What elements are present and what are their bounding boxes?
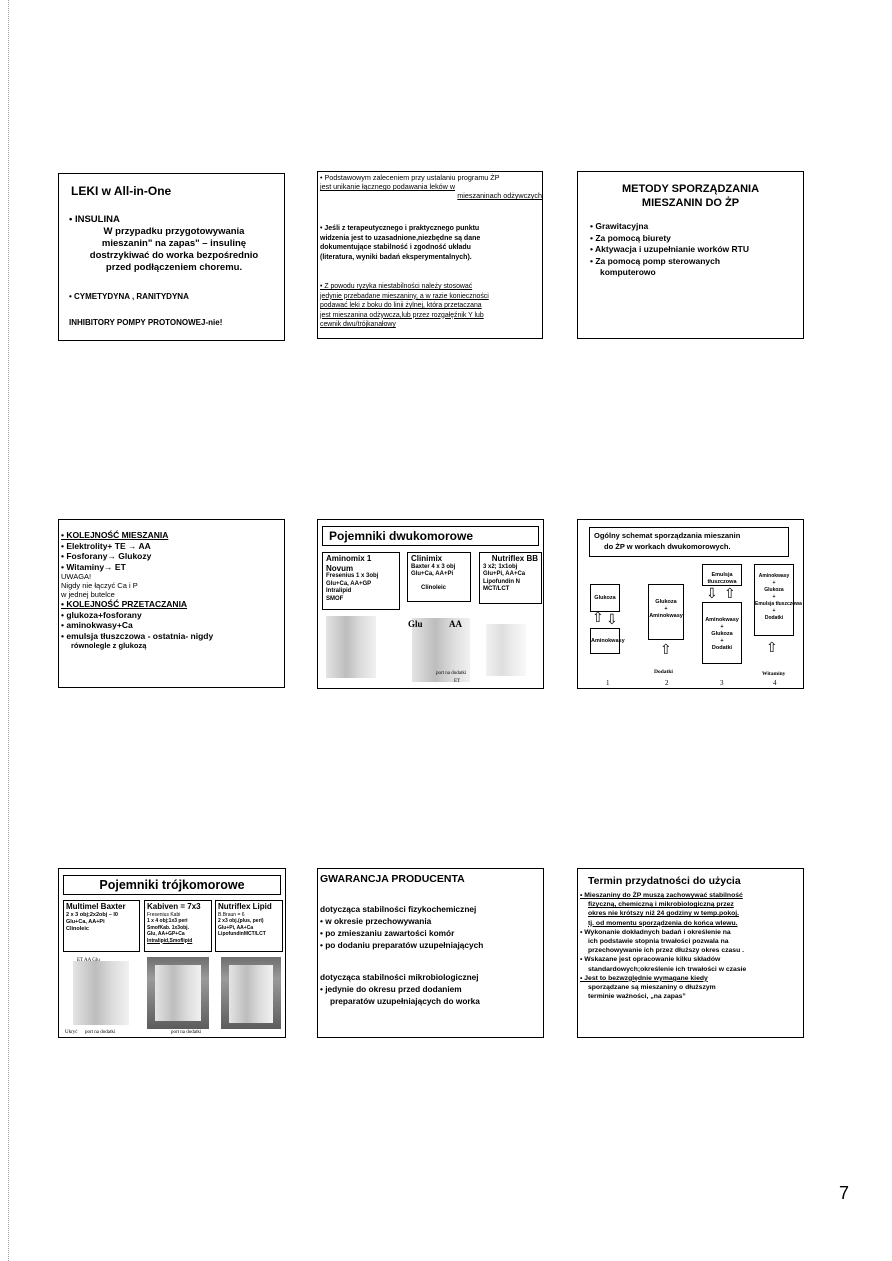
- arrow-down-icon: ⇩: [606, 611, 618, 627]
- term-line: • Wskazane jest opracowanie kilku składów: [580, 956, 721, 964]
- arrow-down-icon: ⇩: [706, 585, 718, 601]
- slide-title-box: [322, 526, 539, 546]
- emulsja-bag: Emulsja tłuszczowa: [702, 564, 742, 586]
- slide-gwarancja: [317, 868, 544, 1038]
- guarantee-item: • po dodaniu preparatów uzupełniających: [320, 940, 484, 950]
- cymetydyna-item: • CYMETYDYNA , RANITYDYNA: [69, 292, 189, 301]
- term-line: • Mieszaniny do ŻP muszą zachowywać stabilność: [580, 892, 743, 899]
- all-in-one-bag: Aminokwasy + Glukoza + Emulsja tłuszczowa + Dodatki: [754, 564, 794, 636]
- kabiven-box: Kabiven = 7x3 Fresenius Kabi 1 x 4 obj;1x3 peri SmofKab. 1x3obj. Glu, AA+GP+Ca Intralipid,Smoflipid: [144, 900, 212, 952]
- p1-line-2: jest unikanie łącznego podawania leków w: [320, 182, 456, 192]
- bag-photo: [155, 965, 201, 1021]
- slide-title-1: Ogólny schemat sporządzania mieszanin: [594, 531, 741, 540]
- term-line: standardowych;określenie ich trwałości w czasie: [588, 965, 747, 973]
- guarantee-item: • po zmieszaniu zawartości komór: [320, 928, 455, 938]
- glukoza-bag: Glukoza: [590, 584, 620, 612]
- order-item: • emulsja tłuszczowa - ostatnia- nigdy: [61, 630, 214, 641]
- method-item: • Za pomocą biurety: [590, 232, 671, 243]
- term-line: tj. od momentu sporządzenia do końca wlewu.: [588, 919, 738, 927]
- slide-leki-all-in-one: [58, 173, 285, 341]
- nutriflex-box: Nutriflex BB 3 x2; 1x1obj Glu+Pi, AA+Ca Lipofundin N MCT/LCT: [479, 552, 542, 604]
- labels-top: ET AA Glu: [77, 958, 100, 963]
- p3-line-2: jedynie przebadane mieszaniny, a w razie konieczności: [320, 292, 489, 300]
- order-item: • Elektrolity+ TE → AA: [61, 540, 151, 551]
- aminomix-box: Aminomix 1 Novum Fresenius 1 x 3obj Glu+Ca, AA+GP Intralipid SMOF: [322, 552, 400, 610]
- p2-line-4: (literatura, wyniki badań eksperymentalnych).: [320, 253, 472, 261]
- multimel-box: Multimel Baxter 2 x 3 obj;2x2obj – l0 Glu+Ca, AA+Pi Clinoleic: [63, 900, 140, 952]
- term-line: ich podstawie stopnia trwałości pozwala na: [588, 938, 729, 946]
- page-number: 7: [839, 1183, 850, 1203]
- label-et: ET: [454, 679, 461, 684]
- inhibitory-item: INHIBITORY POMPY PROTONOWEJ-nie!: [69, 318, 223, 327]
- bag-photo: [326, 616, 376, 678]
- kolejnosc-przetaczania: • KOLEJNOŚĆ PRZETACZANIA: [61, 599, 188, 609]
- order-item: • glukoza+fosforany: [61, 609, 142, 620]
- method-item: • Aktywacja i uzupełnianie worków RTU: [590, 244, 749, 254]
- term-line: przechowywanie ich przez dłuższy okres czasu .: [588, 947, 745, 955]
- bag-photo: [229, 965, 273, 1023]
- insulina-text-2: mieszanin" na zapas" – insulinę: [101, 238, 247, 249]
- column-number: 2: [665, 679, 669, 687]
- aminokwasy-bag: Aminokwasy: [590, 628, 620, 654]
- arrow-up-icon: ⇧: [724, 585, 736, 601]
- warning-text: Nigdy nie łączyć Ca i P: [61, 581, 138, 590]
- p2-line-1: • Jeśli z terapeutycznego i praktycznego punktu: [320, 225, 480, 232]
- term-line: okres nie krótszy niż 24 godziny w temp.pokoj.: [588, 910, 740, 918]
- term-line: • Wykonanie dokładnych badań i określenie na: [580, 928, 731, 936]
- warning: UWAGA!: [61, 572, 92, 581]
- dodatki-label: Dodatki: [654, 669, 673, 675]
- column-number: 1: [606, 679, 610, 687]
- slide-title: Pojemniki trójkomorowe: [99, 878, 245, 892]
- arrow-up-icon: ⇧: [660, 641, 672, 657]
- guarantee-subheading: dotycząca stabilności fizykochemicznej: [320, 904, 477, 914]
- insulina-text-1: W przypadku przygotowywania: [103, 226, 245, 237]
- order-item: • Witaminy→ ET: [61, 561, 126, 572]
- slide-title-2: MIESZANIN DO ŻP: [641, 197, 740, 209]
- label-glu: Glu: [408, 619, 423, 629]
- insulina-text-3: dostrzykiwać do worka bezpośrednio: [89, 250, 259, 261]
- glukoza-aminokwasy-bag: Glukoza + Aminokwasy: [648, 584, 684, 640]
- guarantee-subheading: dotycząca stabilności mikrobiologicznej: [320, 972, 479, 982]
- guarantee-item: • jedynie do okresu przed dodaniem: [320, 984, 462, 994]
- slide-zalecenia: [317, 171, 543, 339]
- label-port: port na dodatki: [171, 1030, 202, 1035]
- arrow-up-icon: ⇧: [766, 639, 778, 655]
- slide-title-box: [63, 875, 281, 895]
- label-aa: AA: [449, 619, 462, 629]
- warning-text: w jednej butelce: [61, 590, 115, 599]
- term-line: • Jest to bezwzględnie wymagane kiedy: [580, 974, 708, 982]
- slide-pojemniki-dwukomorowe: [317, 519, 544, 689]
- p3-line-4: jest mieszanina odżywcza,lub przez rozgałęźnik Y lub: [320, 311, 484, 319]
- slide-termin-przydatnosci: [577, 868, 804, 1038]
- order-item: • Fosforany→ Glukozy: [61, 551, 152, 561]
- column-number: 3: [720, 679, 724, 687]
- guarantee-item: preparatów uzupełniających do worka: [330, 996, 480, 1006]
- method-item: • Grawitacyjna: [590, 221, 649, 231]
- p3-line-3: podawać leki z boku do linii żylnej, która przetaczana: [320, 302, 482, 309]
- slide-title: GWARANCJA PRODUCENTA: [320, 873, 465, 885]
- arrow-up-icon: ⇧: [592, 609, 604, 625]
- insulina-text-4: przed podłączeniem choremu.: [105, 262, 243, 273]
- slide-kolejnosc: [58, 519, 285, 688]
- slide-title: Pojemniki dwukomorowe: [329, 529, 474, 543]
- witaminy-label: Witaminy: [762, 671, 786, 677]
- label-port: port na dodatki: [85, 1030, 116, 1035]
- p1-line-3: mieszaninach odżywczych: [457, 191, 542, 201]
- slide-title-box: [589, 527, 789, 557]
- clinimix-box: Clinimix Baxter 4 x 3 obj Glu+Ca, AA+Pi Clinoleic: [407, 552, 471, 602]
- insulina-heading: • INSULINA: [69, 214, 120, 225]
- slide-schemat: [577, 519, 804, 689]
- p3-line-5: cewnik dwu/trójkanałowy: [320, 321, 396, 328]
- term-line: terminie ważności, „na zapas”: [588, 993, 686, 1001]
- bag-photo: [486, 624, 526, 676]
- slide-pojemniki-trojkomorowe: [58, 868, 286, 1038]
- slide-title: LEKI w All-in-One: [71, 184, 172, 198]
- order-item: • aminokwasy+Ca: [61, 620, 133, 630]
- mixed-bag: Aminokwasy + Glukoza + Dodatki: [702, 602, 742, 664]
- slide-title-1: METODY SPORZĄDZANIA: [621, 183, 760, 195]
- nutriflex-lipid-box: Nutriflex Lipid B.Braun = 6 2 x3 obj.(plus, peri) Glu+Pi, AA+Ca LipofundinMCT/LCT: [215, 900, 283, 952]
- label-ukryc: Ukryć: [65, 1030, 78, 1035]
- order-item: równolegle z glukozą: [71, 641, 147, 650]
- term-line: sporządzane są mieszaniny o dłuższym: [588, 984, 716, 992]
- guarantee-item: • w okresie przechowywania: [320, 916, 432, 926]
- method-item: komputerowo: [600, 267, 656, 277]
- column-number: 4: [773, 679, 777, 687]
- bag-photo: [73, 961, 129, 1025]
- slide-metody: [577, 171, 804, 339]
- method-item: • Za pomocą pomp sterowanych: [590, 255, 721, 266]
- p2-line-2: widzenia jest to uzasadnione,niezbędne są dane: [320, 234, 481, 242]
- slide-title: Termin przydatności do użycia: [588, 875, 741, 887]
- p2-line-3: dokumentujące stabilność i zgodność układu: [320, 244, 471, 251]
- kolejnosc-mieszania: • KOLEJNOŚĆ MIESZANIA: [61, 530, 169, 540]
- term-line: fizyczną, chemiczną i mikrobiologiczną przez: [588, 901, 734, 909]
- p1-line-1: • Podstawowym zaleceniem przy ustalaniu programu ŻP: [320, 173, 500, 182]
- label-port: port na dodatki: [436, 671, 467, 676]
- p3-line-1: • Z powodu ryzyka niestabilności należy stosować: [320, 283, 473, 290]
- scan-edge: [8, 0, 10, 1261]
- slide-title-2: do ŻP w workach dwukomorowych.: [604, 542, 731, 551]
